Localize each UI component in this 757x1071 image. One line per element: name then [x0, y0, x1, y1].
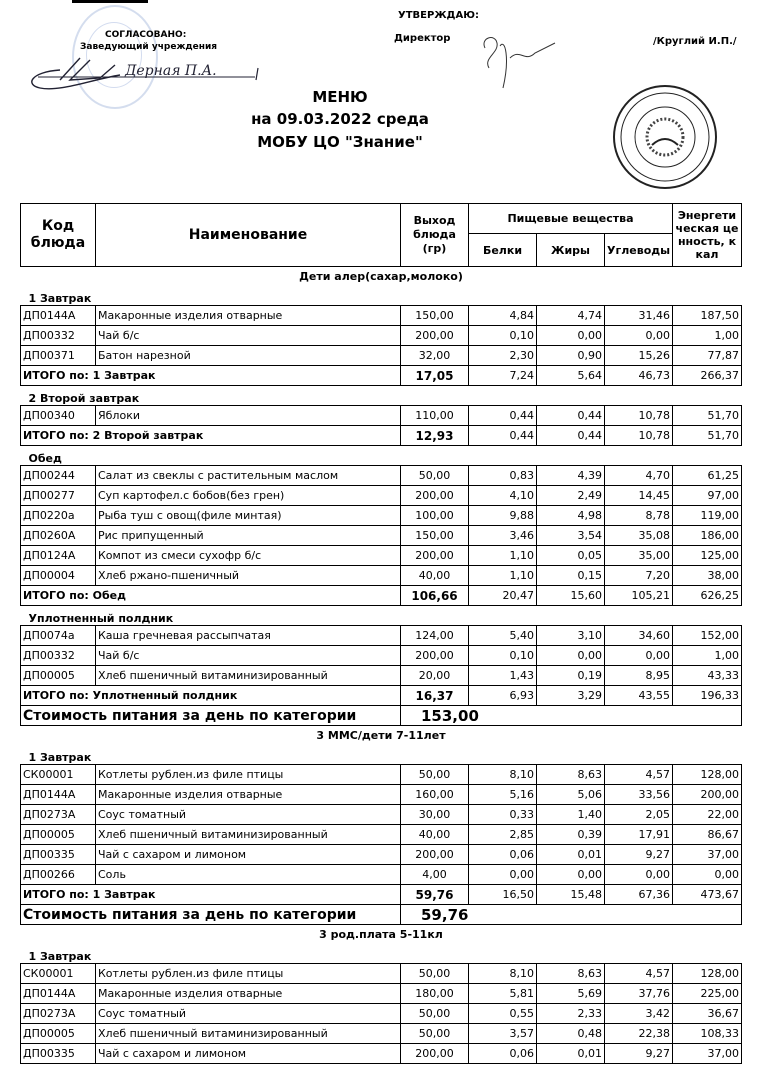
total-label: ИТОГО по: Уплотненный полдник: [21, 686, 401, 706]
meal-title: 1 Завтрак: [28, 292, 92, 305]
institution-name: МОБУ ЦО "Знание": [257, 133, 423, 151]
meal-title-row: [21, 944, 742, 964]
total-label: ИТОГО по: 1 Завтрак: [21, 885, 401, 905]
table-row: [21, 626, 742, 646]
dish-fat: 0,00: [537, 326, 605, 346]
table-row: [21, 1044, 742, 1064]
table-row: [21, 984, 742, 1004]
meal-title: 2 Второй завтрак: [28, 392, 140, 405]
dish-code: ДП00005: [21, 825, 96, 845]
dish-protein: 5,40: [469, 626, 537, 646]
dish-name: Макаронные изделия отварные: [96, 785, 401, 805]
total-carbs: 67,36: [605, 885, 673, 905]
group-title-row: [21, 925, 742, 945]
agreed-role: Заведующий учреждения: [80, 42, 218, 52]
dish-code: ДП0124А: [21, 546, 96, 566]
dish-carbs: 7,20: [605, 566, 673, 586]
table-row: [21, 406, 742, 426]
meal-title-row: [21, 606, 742, 626]
dish-name: Соус томатный: [96, 1004, 401, 1024]
total-carbs: 46,73: [605, 366, 673, 386]
dish-carbs: 9,27: [605, 845, 673, 865]
dish-carbs: 8,78: [605, 506, 673, 526]
col-header-yield: Выход блюда (гр): [401, 204, 469, 267]
dish-name: Хлеб пшеничный витаминизированный: [96, 1024, 401, 1044]
dish-protein: 0,10: [469, 326, 537, 346]
approve-label: УТВЕРЖДАЮ:: [398, 10, 479, 21]
dish-protein: 5,81: [469, 984, 537, 1004]
cost-label: Стоимость питания за день по категории: [21, 905, 401, 925]
dish-energy: 108,33: [673, 1024, 742, 1044]
dish-energy: 186,00: [673, 526, 742, 546]
dish-code: ДП00266: [21, 865, 96, 885]
dish-protein: 9,88: [469, 506, 537, 526]
dish-carbs: 10,78: [605, 406, 673, 426]
col-header-energy: Энергетическая ценность, ккал: [673, 204, 742, 267]
dish-fat: 0,39: [537, 825, 605, 845]
dish-name: Соль: [96, 865, 401, 885]
dish-name: Хлеб ржано-пшеничный: [96, 566, 401, 586]
cost-value: 59,76: [401, 905, 742, 925]
menu-body: [21, 267, 742, 1064]
dish-fat: 4,98: [537, 506, 605, 526]
dish-yield: 50,00: [401, 765, 469, 785]
dish-carbs: 4,57: [605, 964, 673, 984]
total-label: ИТОГО по: 1 Завтрак: [21, 366, 401, 386]
dish-name: Макаронные изделия отварные: [96, 306, 401, 326]
menu-title: МЕНЮ: [312, 88, 368, 106]
dish-yield: 4,00: [401, 865, 469, 885]
dish-carbs: 0,00: [605, 326, 673, 346]
dish-name: Чай б/с: [96, 646, 401, 666]
dish-protein: 2,85: [469, 825, 537, 845]
table-row: [21, 1004, 742, 1024]
dish-yield: 50,00: [401, 1024, 469, 1044]
dish-yield: 200,00: [401, 1044, 469, 1064]
dish-carbs: 14,45: [605, 486, 673, 506]
dish-protein: 0,00: [469, 865, 537, 885]
dish-protein: 1,10: [469, 566, 537, 586]
dish-code: ДП00005: [21, 1024, 96, 1044]
dish-name: Суп картофел.с бобов(без грен): [96, 486, 401, 506]
dish-yield: 180,00: [401, 984, 469, 1004]
dish-yield: 110,00: [401, 406, 469, 426]
total-carbs: 10,78: [605, 426, 673, 446]
total-energy: 266,37: [673, 366, 742, 386]
col-header-carbs: Углеводы: [605, 234, 673, 267]
total-row: [21, 586, 742, 606]
group-title: Дети алер(сахар,молоко): [299, 270, 463, 283]
dish-energy: 225,00: [673, 984, 742, 1004]
dish-code: ДП00277: [21, 486, 96, 506]
cost-row: [21, 706, 742, 726]
group-title: 3 род.плата 5-11кл: [319, 928, 443, 941]
col-header-nutrients: Пищевые вещества: [469, 204, 673, 234]
total-energy: 473,67: [673, 885, 742, 905]
dish-protein: 4,84: [469, 306, 537, 326]
total-label: ИТОГО по: Обед: [21, 586, 401, 606]
dish-carbs: 2,05: [605, 805, 673, 825]
total-yield: 106,66: [401, 586, 469, 606]
dish-code: ДП0144А: [21, 984, 96, 1004]
director-name: /Круглий И.П./: [653, 36, 737, 47]
dish-fat: 2,49: [537, 486, 605, 506]
dish-energy: 36,67: [673, 1004, 742, 1024]
dish-fat: 0,01: [537, 1044, 605, 1064]
total-fat: 0,44: [537, 426, 605, 446]
dish-carbs: 35,08: [605, 526, 673, 546]
dish-carbs: 8,95: [605, 666, 673, 686]
dish-yield: 200,00: [401, 646, 469, 666]
dish-carbs: 17,91: [605, 825, 673, 845]
dish-protein: 0,55: [469, 1004, 537, 1024]
table-row: [21, 506, 742, 526]
dish-name: Батон нарезной: [96, 346, 401, 366]
dish-protein: 0,06: [469, 845, 537, 865]
dish-code: ДП0273А: [21, 805, 96, 825]
dish-energy: 1,00: [673, 326, 742, 346]
dish-fat: 4,39: [537, 466, 605, 486]
dish-yield: 200,00: [401, 486, 469, 506]
total-protein: 20,47: [469, 586, 537, 606]
meal-title-row: [21, 386, 742, 406]
dish-protein: 4,10: [469, 486, 537, 506]
dish-protein: 8,10: [469, 765, 537, 785]
dish-fat: 0,48: [537, 1024, 605, 1044]
dish-yield: 100,00: [401, 506, 469, 526]
dish-fat: 0,05: [537, 546, 605, 566]
total-label: ИТОГО по: 2 Второй завтрак: [21, 426, 401, 446]
total-energy: 51,70: [673, 426, 742, 446]
group-title-row: [21, 726, 742, 746]
director-signature-icon: [475, 28, 565, 93]
total-energy: 196,33: [673, 686, 742, 706]
table-row: [21, 865, 742, 885]
dish-name: Чай с сахаром и лимоном: [96, 1044, 401, 1064]
agreed-label: СОГЛАСОВАНО:: [105, 30, 187, 40]
dish-name: Салат из свеклы с растительным маслом: [96, 466, 401, 486]
meal-title-row: [21, 446, 742, 466]
dish-code: ДП00004: [21, 566, 96, 586]
dish-code: ДП0144А: [21, 785, 96, 805]
dish-yield: 150,00: [401, 306, 469, 326]
cost-label: Стоимость питания за день по категории: [21, 706, 401, 726]
dish-protein: 1,10: [469, 546, 537, 566]
group-title-row: [21, 267, 742, 287]
dish-energy: 43,33: [673, 666, 742, 686]
dish-carbs: 0,00: [605, 646, 673, 666]
dish-name: Рис припущенный: [96, 526, 401, 546]
dish-code: ДП00335: [21, 845, 96, 865]
total-row: [21, 366, 742, 386]
table-row: [21, 306, 742, 326]
dish-carbs: 4,70: [605, 466, 673, 486]
dish-fat: 3,54: [537, 526, 605, 546]
dish-code: ДП00332: [21, 326, 96, 346]
dish-yield: 50,00: [401, 466, 469, 486]
dish-protein: 5,16: [469, 785, 537, 805]
svg-text:Дерная П.А.: Дерная П.А.: [125, 63, 217, 79]
dish-energy: 37,00: [673, 1044, 742, 1064]
dish-code: СК00001: [21, 765, 96, 785]
table-row: [21, 785, 742, 805]
dish-name: Рыба туш с овощ(филе минтая): [96, 506, 401, 526]
dish-code: ДП0260А: [21, 526, 96, 546]
dish-code: ДП00332: [21, 646, 96, 666]
meal-title: 1 Завтрак: [28, 751, 92, 764]
col-header-code: Код блюда: [21, 204, 96, 267]
cost-row: [21, 905, 742, 925]
dish-fat: 8,63: [537, 964, 605, 984]
dish-yield: 200,00: [401, 546, 469, 566]
table-row: [21, 666, 742, 686]
dish-name: Каша гречневая рассыпчатая: [96, 626, 401, 646]
dish-code: ДП0074а: [21, 626, 96, 646]
dish-yield: 200,00: [401, 845, 469, 865]
meal-title: Уплотненный полдник: [28, 612, 174, 625]
dish-yield: 50,00: [401, 964, 469, 984]
dish-fat: 0,00: [537, 646, 605, 666]
dish-name: Котлеты рублен.из филе птицы: [96, 964, 401, 984]
dish-yield: 40,00: [401, 825, 469, 845]
menu-date: на 09.03.2022 среда: [251, 110, 429, 128]
table-row: [21, 1024, 742, 1044]
dish-energy: 128,00: [673, 964, 742, 984]
dish-fat: 0,44: [537, 406, 605, 426]
dish-code: СК00001: [21, 964, 96, 984]
table-row: [21, 466, 742, 486]
dish-fat: 5,06: [537, 785, 605, 805]
dish-energy: 1,00: [673, 646, 742, 666]
dish-name: Чай с сахаром и лимоном: [96, 845, 401, 865]
total-yield: 16,37: [401, 686, 469, 706]
table-row: [21, 805, 742, 825]
total-fat: 15,60: [537, 586, 605, 606]
dish-name: Компот из смеси сухофр б/с: [96, 546, 401, 566]
dish-yield: 30,00: [401, 805, 469, 825]
dish-protein: 0,33: [469, 805, 537, 825]
dish-fat: 0,90: [537, 346, 605, 366]
dish-energy: 37,00: [673, 845, 742, 865]
dish-fat: 0,19: [537, 666, 605, 686]
dish-protein: 1,43: [469, 666, 537, 686]
dish-name: Макаронные изделия отварные: [96, 984, 401, 1004]
table-row: [21, 765, 742, 785]
dish-energy: 77,87: [673, 346, 742, 366]
director-label: Директор: [394, 33, 451, 44]
total-energy: 626,25: [673, 586, 742, 606]
dish-yield: 50,00: [401, 1004, 469, 1024]
dish-yield: 150,00: [401, 526, 469, 546]
dish-protein: 0,83: [469, 466, 537, 486]
dish-energy: 0,00: [673, 865, 742, 885]
dish-energy: 187,50: [673, 306, 742, 326]
total-row: [21, 686, 742, 706]
dish-code: ДП00244: [21, 466, 96, 486]
dish-protein: 0,06: [469, 1044, 537, 1064]
dish-energy: 200,00: [673, 785, 742, 805]
dish-yield: 124,00: [401, 626, 469, 646]
meal-title-row: [21, 286, 742, 306]
col-header-protein: Белки: [469, 234, 537, 267]
dish-yield: 20,00: [401, 666, 469, 686]
total-yield: 59,76: [401, 885, 469, 905]
dish-name: Хлеб пшеничный витаминизированный: [96, 666, 401, 686]
dish-yield: 200,00: [401, 326, 469, 346]
dish-energy: 152,00: [673, 626, 742, 646]
dish-fat: 2,33: [537, 1004, 605, 1024]
dish-yield: 40,00: [401, 566, 469, 586]
dish-protein: 0,44: [469, 406, 537, 426]
dish-energy: 22,00: [673, 805, 742, 825]
dish-protein: 3,46: [469, 526, 537, 546]
table-row: [21, 526, 742, 546]
dish-fat: 0,01: [537, 845, 605, 865]
table-row: [21, 566, 742, 586]
col-header-fat: Жиры: [537, 234, 605, 267]
dish-code: ДП0273А: [21, 1004, 96, 1024]
dish-protein: 3,57: [469, 1024, 537, 1044]
dish-energy: 97,00: [673, 486, 742, 506]
col-header-name: Наименование: [96, 204, 401, 267]
group-title: 3 ММС/дети 7-11лет: [316, 729, 446, 742]
dish-code: ДП00335: [21, 1044, 96, 1064]
total-yield: 17,05: [401, 366, 469, 386]
dish-carbs: 31,46: [605, 306, 673, 326]
total-protein: 0,44: [469, 426, 537, 446]
dish-fat: 5,69: [537, 984, 605, 1004]
dish-name: Котлеты рублен.из филе птицы: [96, 765, 401, 785]
dish-energy: 61,25: [673, 466, 742, 486]
total-yield: 12,93: [401, 426, 469, 446]
dish-carbs: 15,26: [605, 346, 673, 366]
dish-carbs: 4,57: [605, 765, 673, 785]
table-row: [21, 546, 742, 566]
dish-protein: 8,10: [469, 964, 537, 984]
total-row: [21, 426, 742, 446]
total-protein: 7,24: [469, 366, 537, 386]
dish-code: ДП0220а: [21, 506, 96, 526]
dish-fat: 4,74: [537, 306, 605, 326]
dish-energy: 86,67: [673, 825, 742, 845]
total-carbs: 105,21: [605, 586, 673, 606]
dish-carbs: 37,76: [605, 984, 673, 1004]
table-row: [21, 825, 742, 845]
total-protein: 16,50: [469, 885, 537, 905]
dish-carbs: 33,56: [605, 785, 673, 805]
top-mark: [72, 0, 148, 3]
dish-name: Чай б/с: [96, 326, 401, 346]
dish-code: ДП00340: [21, 406, 96, 426]
dish-carbs: 0,00: [605, 865, 673, 885]
dish-energy: 128,00: [673, 765, 742, 785]
total-carbs: 43,55: [605, 686, 673, 706]
dish-carbs: 3,42: [605, 1004, 673, 1024]
dish-energy: 38,00: [673, 566, 742, 586]
meal-title: Обед: [28, 452, 62, 465]
dish-code: ДП00371: [21, 346, 96, 366]
table-row: [21, 486, 742, 506]
table-row: [21, 346, 742, 366]
total-fat: 3,29: [537, 686, 605, 706]
table-row: [21, 845, 742, 865]
dish-protein: 0,10: [469, 646, 537, 666]
total-row: [21, 885, 742, 905]
dish-carbs: 22,38: [605, 1024, 673, 1044]
total-fat: 5,64: [537, 366, 605, 386]
dish-fat: 1,40: [537, 805, 605, 825]
meal-title-row: [21, 745, 742, 765]
dish-name: Яблоки: [96, 406, 401, 426]
dish-energy: 125,00: [673, 546, 742, 566]
dish-fat: 0,00: [537, 865, 605, 885]
dish-carbs: 9,27: [605, 1044, 673, 1064]
dish-fat: 3,10: [537, 626, 605, 646]
dish-fat: 0,15: [537, 566, 605, 586]
total-protein: 6,93: [469, 686, 537, 706]
dish-energy: 51,70: [673, 406, 742, 426]
menu-table: [20, 203, 742, 1064]
table-row: [21, 646, 742, 666]
dish-code: ДП00005: [21, 666, 96, 686]
table-row: [21, 326, 742, 346]
table-row: [21, 964, 742, 984]
dish-yield: 160,00: [401, 785, 469, 805]
dish-protein: 2,30: [469, 346, 537, 366]
dish-carbs: 34,60: [605, 626, 673, 646]
dish-energy: 119,00: [673, 506, 742, 526]
dish-fat: 8,63: [537, 765, 605, 785]
total-fat: 15,48: [537, 885, 605, 905]
dish-code: ДП0144А: [21, 306, 96, 326]
dish-name: Хлеб пшеничный витаминизированный: [96, 825, 401, 845]
meal-title: 1 Завтрак: [28, 950, 92, 963]
dish-name: Соус томатный: [96, 805, 401, 825]
cost-value: 153,00: [401, 706, 742, 726]
dish-yield: 32,00: [401, 346, 469, 366]
dish-carbs: 35,00: [605, 546, 673, 566]
